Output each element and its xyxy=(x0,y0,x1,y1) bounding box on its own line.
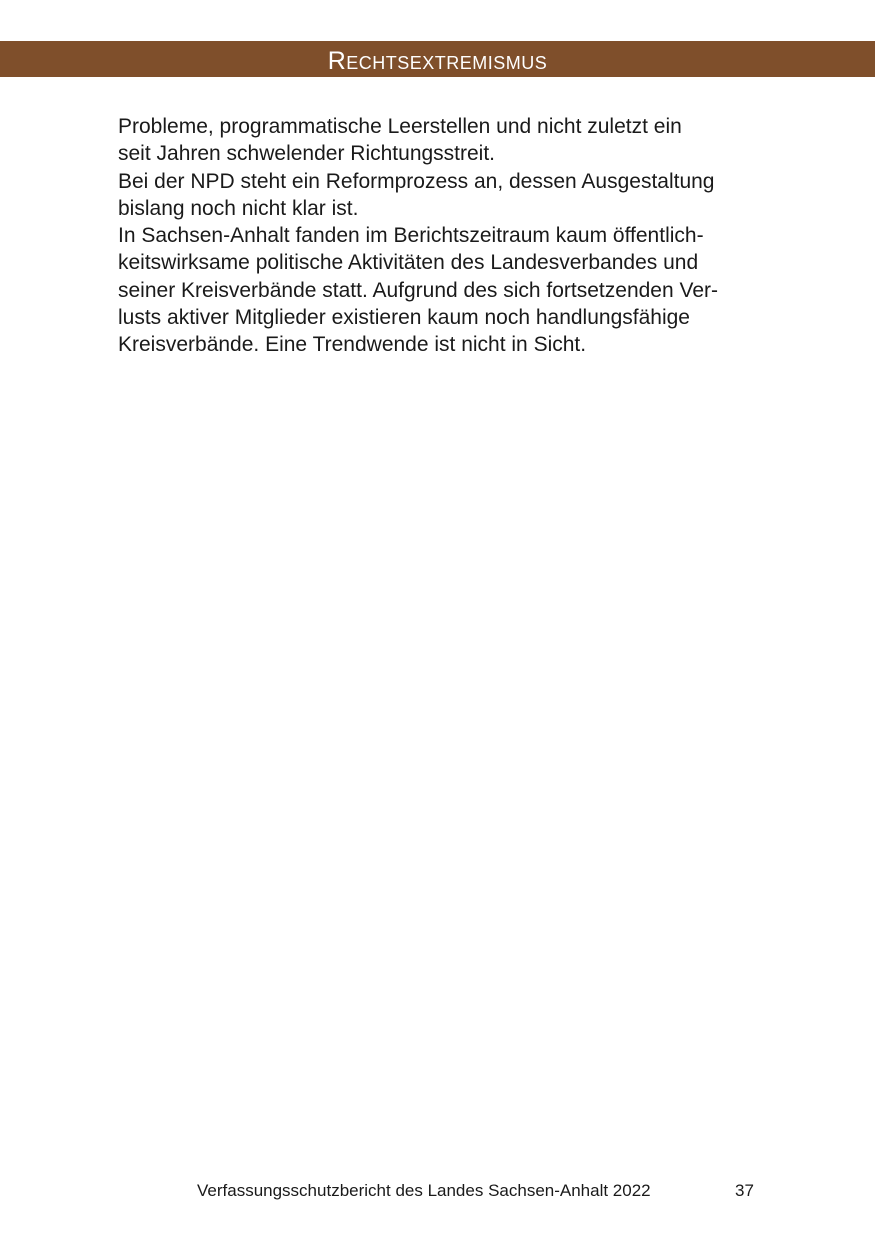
footer-publication-title: Verfassungsschutzbericht des Landes Sachsen-Anhalt 2022 xyxy=(197,1181,651,1200)
body-paragraph xyxy=(118,113,758,359)
body-line: keitswirksame politische Aktivitäten des Landesverbandes und xyxy=(118,251,699,275)
body-line: In Sachsen-Anhalt fanden im Berichtszeitraum kaum öffentlich- xyxy=(118,224,704,248)
page-number: 37 xyxy=(735,1181,754,1200)
body-line: bislang noch nicht klar ist. xyxy=(118,196,359,220)
body-line: Probleme, programmatische Leerstellen und nicht zuletzt ein xyxy=(118,115,682,138)
body-line: seiner Kreisverbände statt. Aufgrund des sich fortsetzenden Ver- xyxy=(118,278,719,302)
page-footer xyxy=(0,1181,875,1207)
body-line: Bei der NPD steht ein Reformprozess an, dessen Ausgestaltung xyxy=(118,169,715,193)
section-header-bar xyxy=(0,41,875,77)
body-line: Kreisverbände. Eine Trendwende ist nicht in Sicht. xyxy=(118,333,587,357)
section-title: Rechtsextremismus xyxy=(327,47,548,75)
body-line: lusts aktiver Mitglieder existieren kaum noch handlungsfähige xyxy=(118,306,690,330)
body-line: seit Jahren schwelender Richtungsstreit. xyxy=(118,142,496,166)
